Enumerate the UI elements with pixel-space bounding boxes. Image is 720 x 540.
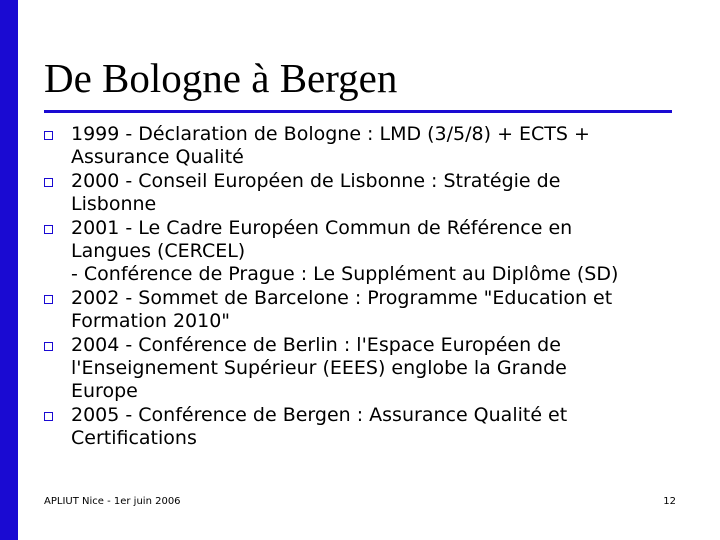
bullet-text-line: Formation 2010" xyxy=(71,310,231,333)
footer-text: APLIUT Nice - 1er juin 2006 xyxy=(44,496,181,507)
bullet-text-line: l'Enseignement Supérieur (EEES) englobe la Grande xyxy=(71,357,567,380)
bullet-item xyxy=(44,287,694,334)
bullet-text-line: 2001 - Le Cadre Européen Commun de Référence en xyxy=(71,216,573,239)
page-number: 12 xyxy=(663,496,676,507)
bullet-text-line: Lisbonne xyxy=(71,193,157,216)
hollow-square-bullet-icon xyxy=(44,131,53,140)
bullet-item xyxy=(44,217,694,287)
bullet-text-line: 2002 - Sommet de Barcelone : Programme "Education et xyxy=(71,286,613,309)
hollow-square-bullet-icon xyxy=(44,178,53,187)
title-underline xyxy=(44,110,672,113)
hollow-square-bullet-icon xyxy=(44,295,53,304)
slide-title: De Bologne à Bergen xyxy=(44,55,398,101)
bullet-text-line: Europe xyxy=(71,380,138,403)
bullet-text-line: Assurance Qualité xyxy=(71,146,244,169)
bullet-text-line: 2000 - Conseil Européen de Lisbonne : Stratégie de xyxy=(71,169,561,192)
bullet-text-line: Certifications xyxy=(71,427,197,450)
hollow-square-bullet-icon xyxy=(44,412,53,421)
left-accent-bar xyxy=(0,0,18,540)
bullet-text-line: Langues (CERCEL) xyxy=(71,240,246,263)
bullet-text-line: 2004 - Conférence de Berlin : l'Espace Européen de xyxy=(71,333,561,356)
hollow-square-bullet-icon xyxy=(44,225,53,234)
hollow-square-bullet-icon xyxy=(44,342,53,351)
bullet-item xyxy=(44,404,694,451)
bullet-text-line: - Conférence de Prague : Le Supplément au Diplôme (SD) xyxy=(71,263,619,286)
bullet-text-line: 1999 - Déclaration de Bologne : LMD (3/5/8) + ECTS + xyxy=(71,123,590,145)
bullet-item xyxy=(44,170,694,217)
bullet-list xyxy=(44,123,694,451)
bullet-item xyxy=(44,123,694,170)
bullet-item xyxy=(44,334,694,404)
bullet-text-line: 2005 - Conférence de Bergen : Assurance Qualité et xyxy=(71,403,568,426)
